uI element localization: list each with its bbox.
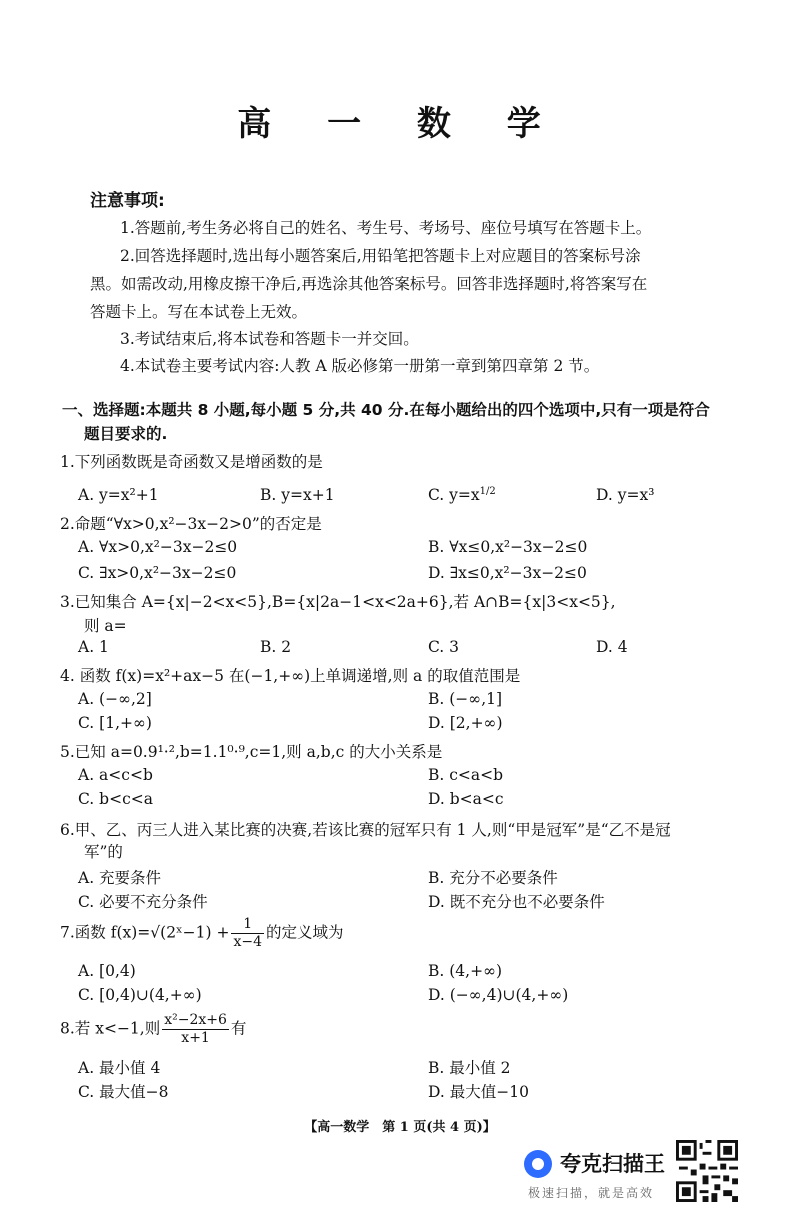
q2-option-c: C. ∃x>0,x²−3x−2≤0 — [78, 564, 237, 582]
question-6-stem-cont: 军”的 — [84, 843, 123, 861]
q4-option-d: D. [2,+∞) — [428, 714, 503, 732]
notice-line: 答题卡上。写在本试卷上无效。 — [90, 303, 308, 321]
section-heading: 一、选择题:本题共 8 小题,每小题 5 分,共 40 分.在每小题给出的四个选项中,只有一项是符合 — [62, 401, 710, 419]
q7-option-d: D. (−∞,4)∪(4,+∞) — [428, 986, 569, 1004]
notice-heading: 注意事项: — [90, 191, 165, 211]
q6-option-c: C. 必要不充分条件 — [78, 893, 208, 911]
q1-option-b: B. y=x+1 — [260, 486, 335, 504]
q6-option-b: B. 充分不必要条件 — [428, 869, 558, 887]
q3-option-b: B. 2 — [260, 638, 292, 656]
question-4-stem: 4. 函数 f(x)=x²+ax−5 在(−1,+∞)上单调递增,则 a 的取值范围是 — [60, 667, 521, 685]
q5-option-c: C. b<c<a — [78, 790, 153, 808]
section-heading-cont: 题目要求的. — [84, 425, 168, 443]
q7-option-b: B. (4,+∞) — [428, 962, 503, 980]
notice-line: 1.答题前,考生务必将自己的姓名、考生号、考场号、座位号填写在答题卡上。 — [120, 219, 652, 237]
question-8-stem: 8.若 x<−1,则 $\frac{\text{x²−2x+6}}{x+1}$ 有 — [60, 1012, 247, 1046]
page-title: 高 一 数 学 — [237, 104, 563, 144]
q7-option-a: A. [0,4) — [78, 962, 136, 980]
q1-option-a: A. y=x²+1 — [78, 486, 159, 504]
q6-option-a: A. 充要条件 — [78, 869, 162, 887]
q8-option-d: D. 最大值−10 — [428, 1083, 529, 1101]
q1-option-c: C. $y=x^{1/2}$ — [428, 486, 496, 505]
notice-line: 3.考试结束后,将本试卷和答题卡一并交回。 — [120, 330, 419, 348]
q3-option-a: A. 1 — [78, 638, 109, 656]
q4-option-a: A. (−∞,2] — [78, 690, 152, 708]
fraction: $\frac{\text{x²−2x+6}}{x+1}$ — [164, 1012, 227, 1046]
page-footer: 【高一数学 第 1 页(共 4 页)】 — [304, 1120, 496, 1135]
q4-option-c: C. [1,+∞) — [78, 714, 152, 732]
question-3-stem-cont: 则 a= — [84, 617, 127, 635]
notice-line: 2.回答选择题时,选出每小题答案后,用铅笔把答题卡上对应题目的答案标号涂 — [120, 247, 641, 265]
q7-option-c: C. [0,4)∪(4,+∞) — [78, 986, 202, 1004]
q5-option-b: B. c<a<b — [428, 766, 504, 784]
q3-option-d: D. 4 — [596, 638, 628, 656]
q3-option-c: C. 3 — [428, 638, 460, 656]
question-6-stem: 6.甲、乙、丙三人进入某比赛的决赛,若该比赛的冠军只有 1 人,则“甲是冠军”是“乙不是冠 — [60, 821, 671, 839]
q8-option-c: C. 最大值−8 — [78, 1083, 169, 1101]
q4-option-b: B. (−∞,1] — [428, 690, 503, 708]
q8-option-b: B. 最小值 2 — [428, 1059, 511, 1077]
question-2-stem: 2.命题“∀x>0,x²−3x−2>0”的否定是 — [60, 515, 322, 533]
notice-line: 黑。如需改动,用橡皮擦干净后,再选涂其他答案标号。回答非选择题时,将答案写在 — [90, 275, 648, 293]
question-5-stem: 5.已知 a=0.9¹·²,b=1.1⁰·⁹,c=1,则 a,b,c 的大小关系是 — [60, 743, 443, 761]
brand-slogan: 极速扫描，就是高效 — [528, 1186, 655, 1200]
quark-logo-icon — [524, 1150, 552, 1178]
q5-option-a: A. a<c<b — [78, 766, 153, 784]
q5-option-d: D. b<a<c — [428, 790, 504, 808]
q2-option-a: A. ∀x>0,x²−3x−2≤0 — [78, 538, 238, 556]
q6-option-d: D. 既不充分也不必要条件 — [428, 893, 605, 911]
q2-option-d: D. ∃x≤0,x²−3x−2≤0 — [428, 564, 587, 582]
q1-option-d: D. y=x³ — [596, 486, 655, 504]
question-7-stem: 7.函数 f(x)=√(2ˣ−1) + $\frac{1}{x-4}$ 的定义域为 — [60, 916, 344, 950]
q2-option-b: B. ∀x≤0,x²−3x−2≤0 — [428, 538, 588, 556]
brand-name: 夸克扫描王 — [560, 1152, 665, 1176]
qr-code-icon — [676, 1140, 738, 1202]
notice-line: 4.本试卷主要考试内容:人教 A 版必修第一册第一章到第四章第 2 节。 — [120, 357, 600, 375]
question-3-stem: 3.已知集合 A={x|−2<x<5},B={x|2a−1<x<2a+6},若 A∩B={x|3<x<5}, — [60, 593, 616, 611]
question-1-stem: 1.下列函数既是奇函数又是增函数的是 — [60, 453, 323, 471]
fraction: $\frac{1}{x-4}$ — [233, 916, 262, 950]
q8-option-a: A. 最小值 4 — [78, 1059, 161, 1077]
